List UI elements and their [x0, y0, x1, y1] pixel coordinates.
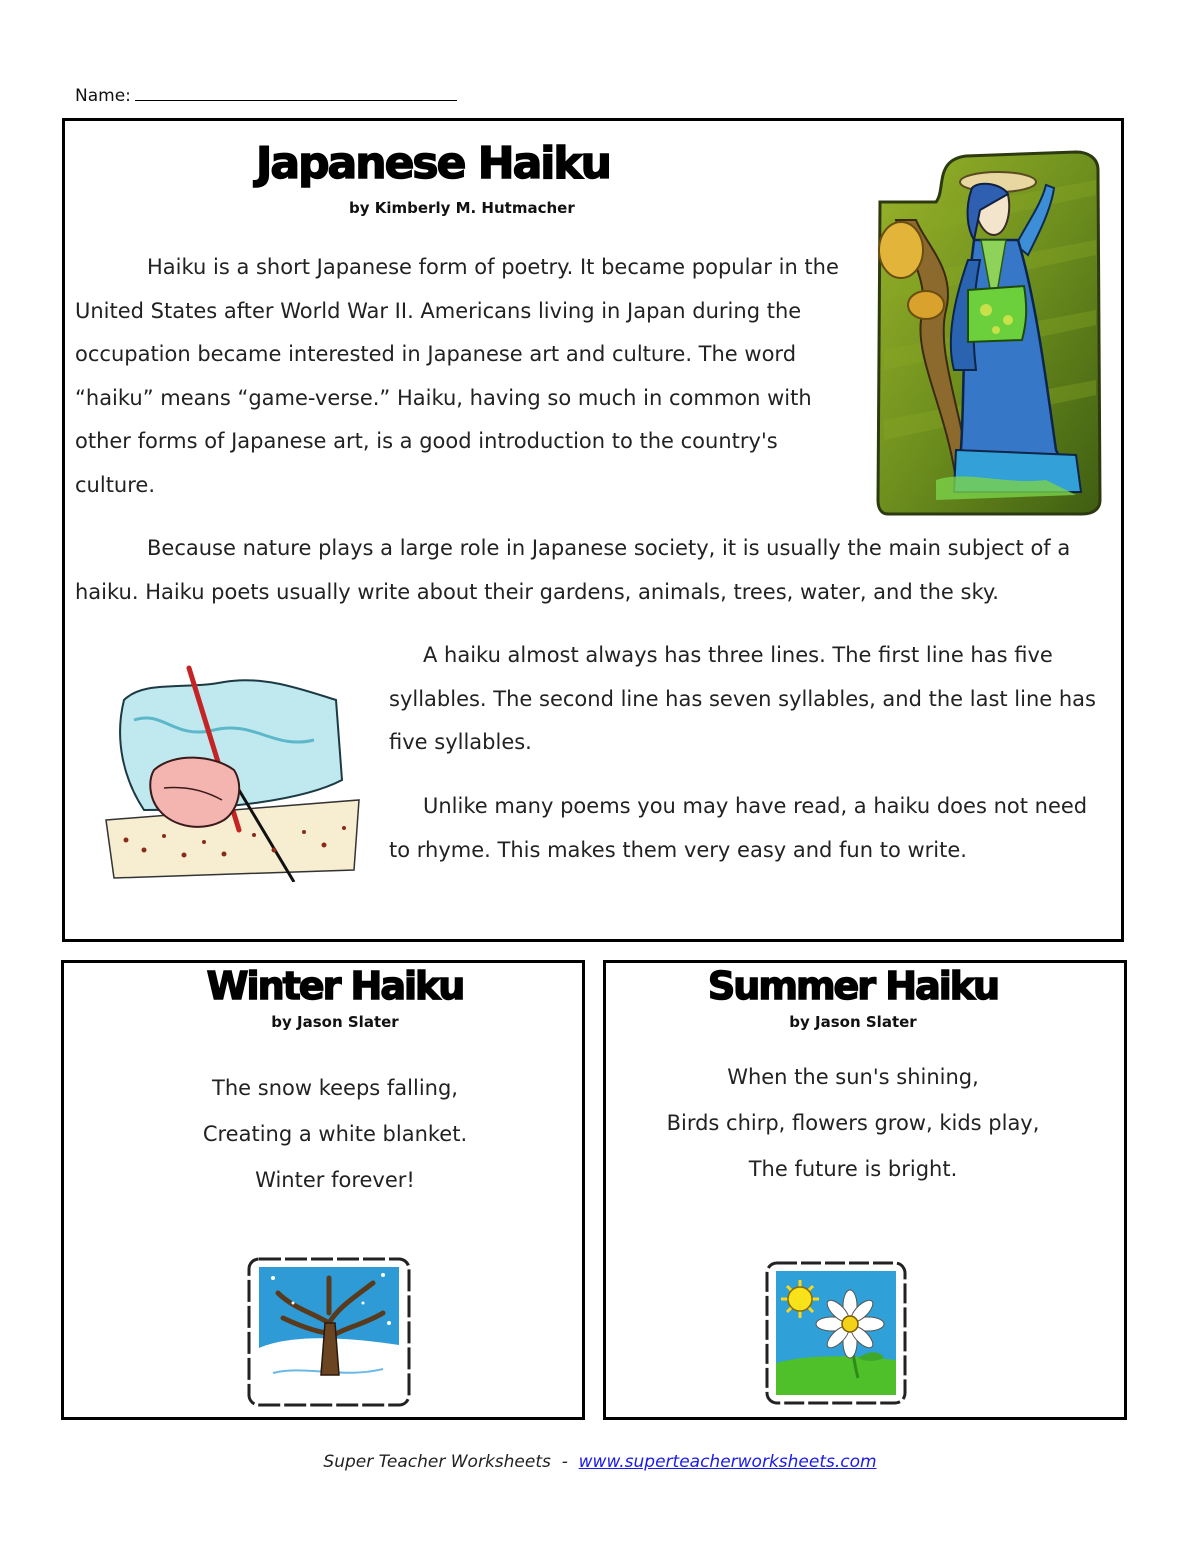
paragraph-intro: Haiku is a short Japanese form of poetry. It became popular in the United States after World War II. Americans living in Japan during the occupation became interested in Japanese art and culture. The word “haiku” means “game-verse.” Haiku, having so much in common with other forms of Japanese art, is a good introduction to the country's culture.	[75, 255, 839, 497]
page-title: Japanese Haiku	[256, 138, 610, 189]
author-byline: by Kimberly M. Hutmacher	[349, 199, 575, 217]
poem-line: Winter forever!	[255, 1168, 415, 1192]
name-blank-line	[135, 84, 457, 101]
winter-haiku-byline: by Jason Slater	[271, 1013, 399, 1031]
winter-haiku-poem	[61, 1065, 609, 1203]
paragraph-rhyme: Unlike many poems you may have read, a haiku does not need to rhyme. This makes them very easy and fun to write.	[389, 794, 1088, 862]
poem-line: The future is bright.	[748, 1157, 958, 1181]
sun-flower-icon	[762, 1258, 910, 1408]
paragraph-structure: A haiku almost always has three lines. The first line has five syllables. The second line has seven syllables, and the last line has five syllables.	[389, 643, 1096, 754]
summer-haiku-byline: by Jason Slater	[789, 1013, 917, 1031]
footer-separator: -	[561, 1452, 568, 1472]
footer	[0, 1452, 1200, 1472]
japanese-woman-illustration	[876, 150, 1106, 516]
poem-line: Birds chirp, flowers grow, kids play,	[666, 1111, 1040, 1135]
summer-haiku-title: Summer Haiku	[707, 964, 999, 1008]
poem-line: Creating a white blanket.	[202, 1122, 468, 1146]
name-field-row	[75, 84, 457, 106]
footer-website-link[interactable]: www.superteacherworksheets.com	[578, 1452, 877, 1472]
summer-haiku-poem	[603, 1054, 1103, 1192]
winter-haiku-title: Winter Haiku	[206, 964, 464, 1008]
footer-site-name: Super Teacher Worksheets	[323, 1452, 551, 1472]
poem-line: The snow keeps falling,	[212, 1076, 458, 1100]
paragraph-nature: Because nature plays a large role in Japanese society, it is usually the main subject of a haiku. Haiku poets usually write about their gardens, animals, trees, water, and the sky.	[75, 536, 1071, 604]
poem-line: When the sun's shining,	[727, 1065, 979, 1089]
winter-tree-icon	[243, 1253, 415, 1411]
name-label: Name:	[75, 86, 131, 106]
writing-hand-illustration	[104, 660, 366, 882]
